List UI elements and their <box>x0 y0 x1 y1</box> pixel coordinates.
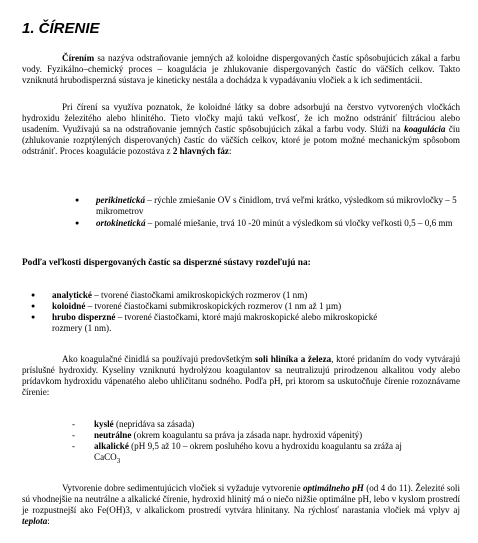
term-optimal-ph: optimálneho pH <box>302 483 364 493</box>
section-heading: Podľa veľkosti dispergovaných častíc sa disperzné sústavy rozdeľujú na: <box>22 258 311 268</box>
phase-term: perikinetická <box>96 195 145 205</box>
intro-text: sa nazýva odstraňovanie jemných až koloidne dispergovaných častíc spôsobujúcich zákal a farbu vody. Fyzikálno–chemický proces – koagulácia je zhlukovanie dispergovaných častíc do väčších celkov. Takto vzniknutá hrubodisperzná sústava je kineticky nestála a dochádza k vypadávaniu vločiek a k ich sedimentácii. <box>22 53 460 85</box>
kind-text: (pH 9,5 až 10 – okrem posluhého kovu a hydroxidu koagulantu sa zráža aj CaCO <box>94 441 402 462</box>
list-item <box>24 290 404 301</box>
list-item <box>66 441 416 467</box>
page-title: 1. ČÍRENIE <box>22 20 100 37</box>
system-text: – tvorené čiastočkami, ktoré majú makroskopické alebo mikroskopické rozmery (1 nm). <box>52 312 378 333</box>
paragraph-ph <box>22 483 460 527</box>
list-item <box>68 218 460 229</box>
ph-text-b: (od 4 do 11). Železité soli sú vhodnejšie na neutrálne a alkalické čírenie, hydroxid hlinitý má o niečo nižšie optimálne pH, lebo v kyslom prostredí je rozpustnejší ako Fe(OH)3, v alkalickom prostredí vytvára hlinitany. Na rýchlosť narastania vločiek má vplyv aj <box>22 483 460 515</box>
list-item <box>24 301 404 312</box>
system-term: hrubo disperzné <box>52 312 116 322</box>
coagulants-bold: soli hliníka a železa <box>254 354 332 364</box>
adsorption-text-c: : <box>228 146 232 156</box>
list-item <box>24 312 404 334</box>
kind-term: kyslé <box>94 419 114 429</box>
list-item <box>66 430 416 441</box>
clarification-kinds-list <box>66 419 416 467</box>
system-text: – tvorené čiastočkami amikroskopických rozmerov (1 nm) <box>91 290 308 300</box>
coagulants-text-a: Ako koagulačné činidlá sa používajú predovšetkým <box>62 354 255 364</box>
phase-text: – pomalé miešanie, trvá 10 -20 minút a výsledkom sú vločky veľkosti 0,5 – 0,6 mm <box>145 218 453 228</box>
term-teplota: teplota <box>22 516 48 526</box>
ph-text-c: : <box>47 516 50 526</box>
adsorption-text-a: Pri čírení sa využíva poznatok, že koloidné látky sa dobre adsorbujú na čerstvo vytvorených vločkách hydroxidu železitého alebo hlinitého. Tieto vločky majú takú veľkosť, že ich možno odstrániť filtráciou alebo usadením. Využívajú sa na odstraňovanie jemných častíc spôsobujúcich zákal a farbu vody. Slúži na <box>22 102 460 134</box>
list-item <box>66 419 416 430</box>
ph-text-a: Vytvorenie dobre sedimentujúcich vločiek si vyžaduje vytvorenie <box>62 483 303 493</box>
subscript: 3 <box>116 456 121 465</box>
phase-text: – rýchle zmiešanie OV s činidlom, trvá veľmi krátko, výsledkom sú mikrovločky – 5 mikrometrov <box>96 195 457 216</box>
system-text: – tvorené čiastočkami submikroskopických rozmerov (1 nm až 1 µm) <box>85 301 342 311</box>
adsorption-text-b: čiu (zhlukovanie rozptýlených disperovaných) častíc do väčších celkov, ktoré je potom možné mechanickým spôsobom odstrániť. Proces koagulácie pozostáva z <box>22 124 460 156</box>
coagulants-text-b: , ktoré pridaním do vody vytvárajú príslušné hydroxidy. Kyseliny vzniknutú hydrolýzou koagulantov sa neutralizujú prirodzenou alkalitou vody alebo prídavkom hydroxidu vápenatého alebo uhličitanu sodného. Podľa pH, pri ktorom sa uskutočňuje čírenie rozoznávame čírenie: <box>22 354 460 397</box>
two-phases-bold: 2 hlavných fáz <box>172 146 229 156</box>
list-item <box>68 195 460 217</box>
kind-term: alkalické <box>94 441 129 451</box>
paragraph-intro <box>22 53 460 86</box>
paragraph-coagulants <box>22 354 460 398</box>
system-term: koloidné <box>52 301 86 311</box>
term-cirenim: Čírením <box>62 53 95 63</box>
term-koagulacia: koagulácia <box>404 124 446 134</box>
paragraph-adsorption <box>22 102 460 157</box>
kind-term: neutrálne <box>94 430 132 440</box>
phase-term: ortokinetická <box>96 218 146 228</box>
kind-text: (okrem koagulantu sa práva ja zásada napr. hydroxid vápenitý) <box>131 430 363 440</box>
kind-text: (nepridáva sa zásada) <box>113 419 195 429</box>
phase-list <box>68 195 460 229</box>
dispersion-list <box>24 290 404 334</box>
system-term: analytické <box>52 290 92 300</box>
